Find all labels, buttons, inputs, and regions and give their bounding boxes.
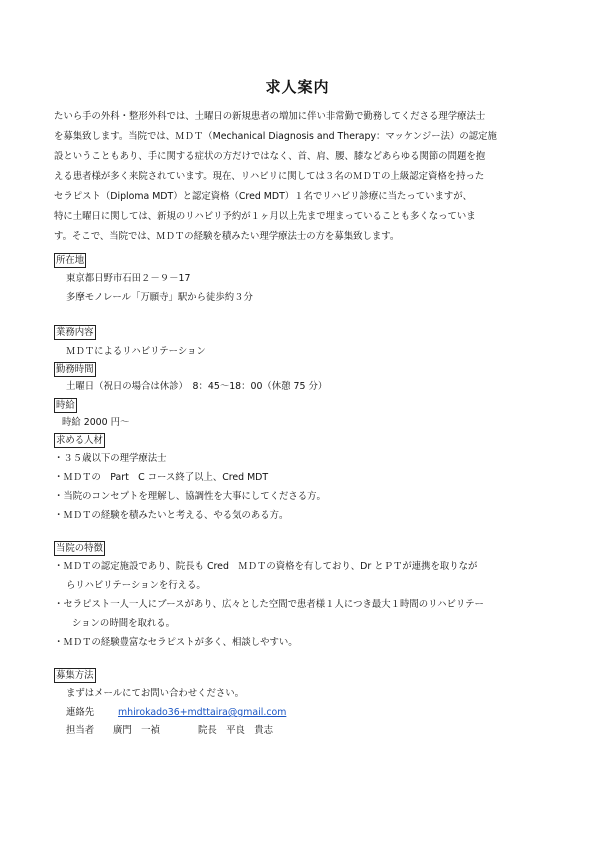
location-address: 東京都日野市石田２－９－17 bbox=[66, 273, 191, 284]
wage-content: 時給 2000 円～ bbox=[62, 417, 130, 428]
section-heading-hours: 勤務時間 bbox=[56, 364, 94, 375]
contact-label: 連絡先 bbox=[66, 707, 95, 718]
intro-paragraph bbox=[54, 107, 546, 247]
feature-item: ・セラピスト一人一人にブースがあり、広々とした空間で患者様１人につき最大１時間のリハビリテー bbox=[54, 599, 484, 610]
intro-line: たいら手の外科・整形外科では、土曜日の新規患者の増加に伴い非常勤で勤務してくださる理学療法士 bbox=[54, 111, 486, 122]
location-access: 多摩モノレール「万願寺」駅から徒歩約３分 bbox=[66, 292, 253, 303]
intro-line: える患者様が多く来院されています。現在、リハビリに関しては３名のＭＤＴの上級認定資格を持った bbox=[54, 171, 485, 182]
requirement-item: ・３５歳以下の理学療法士 bbox=[54, 453, 167, 464]
intro-line: 特に土曜日に関しては、新規のリハビリ予約が１ヶ月以上先まで埋まっていることも多くなっていま bbox=[54, 211, 476, 222]
feature-item-continued: らリハビリテーションを行える。 bbox=[66, 580, 206, 591]
contact-email-link[interactable]: mhirokado36+mdttaira@gmail.com bbox=[118, 707, 287, 718]
staff-label: 担当者 bbox=[66, 725, 95, 736]
hours-content: 土曜日（祝日の場合は休診） 8：45～18：00（休憩 75 分） bbox=[66, 381, 328, 392]
requirement-item: ・ＭＤＴの経験を積みたいと考える、やる気のある方。 bbox=[54, 510, 289, 521]
staff-name-1: 廣門 一禎 bbox=[113, 725, 160, 736]
feature-item: ・ＭＤＴの認定施設であり、院長も Cred ＭＤＴの資格を有しており、Dr とＰＴが連携を取りなが bbox=[54, 561, 478, 572]
requirement-item: ・当院のコンセプトを理解し、協調性を大事にしてくださる方。 bbox=[54, 491, 326, 502]
section-heading-location: 所在地 bbox=[56, 255, 85, 266]
work-content: ＭＤＴによるリハビリテーション bbox=[66, 346, 206, 357]
intro-line: を募集致します。当院では、ＭＤＴ（Mechanical Diagnosis and Therapy：マッケンジー法）の認定施 bbox=[54, 131, 497, 142]
page-title: 求人案内 bbox=[265, 78, 330, 96]
staff-name-2: 院長 平良 貴志 bbox=[198, 725, 274, 736]
intro-line: す。そこで、当院では、ＭＤＴの経験を積みたい理学療法士の方を募集致します。 bbox=[54, 231, 400, 242]
requirement-item: ・ＭＤＴの Part C コース終了以上、Cred MDT bbox=[54, 472, 269, 483]
feature-item-continued: ションの時間を取れる。 bbox=[72, 618, 175, 629]
section-heading-apply: 募集方法 bbox=[56, 670, 94, 681]
apply-note: まずはメールにてお問い合わせください。 bbox=[66, 688, 244, 699]
section-heading-work: 業務内容 bbox=[56, 327, 94, 338]
intro-line: セラピスト（Diploma MDT）と認定資格（Cred MDT）１名でリハビリ診療に当たっていますが、 bbox=[54, 191, 473, 202]
section-heading-features: 当院の特徴 bbox=[56, 543, 103, 554]
feature-item: ・ＭＤＴの経験豊富なセラピストが多く、相談しやすい。 bbox=[54, 637, 298, 648]
section-heading-requirements: 求める人材 bbox=[56, 435, 103, 446]
intro-line: 設ということもあり、手に関する症状の方だけではなく、首、肩、腰、膝などあらゆる関節の問題を抱 bbox=[54, 151, 486, 162]
section-heading-wage: 時給 bbox=[56, 400, 75, 411]
